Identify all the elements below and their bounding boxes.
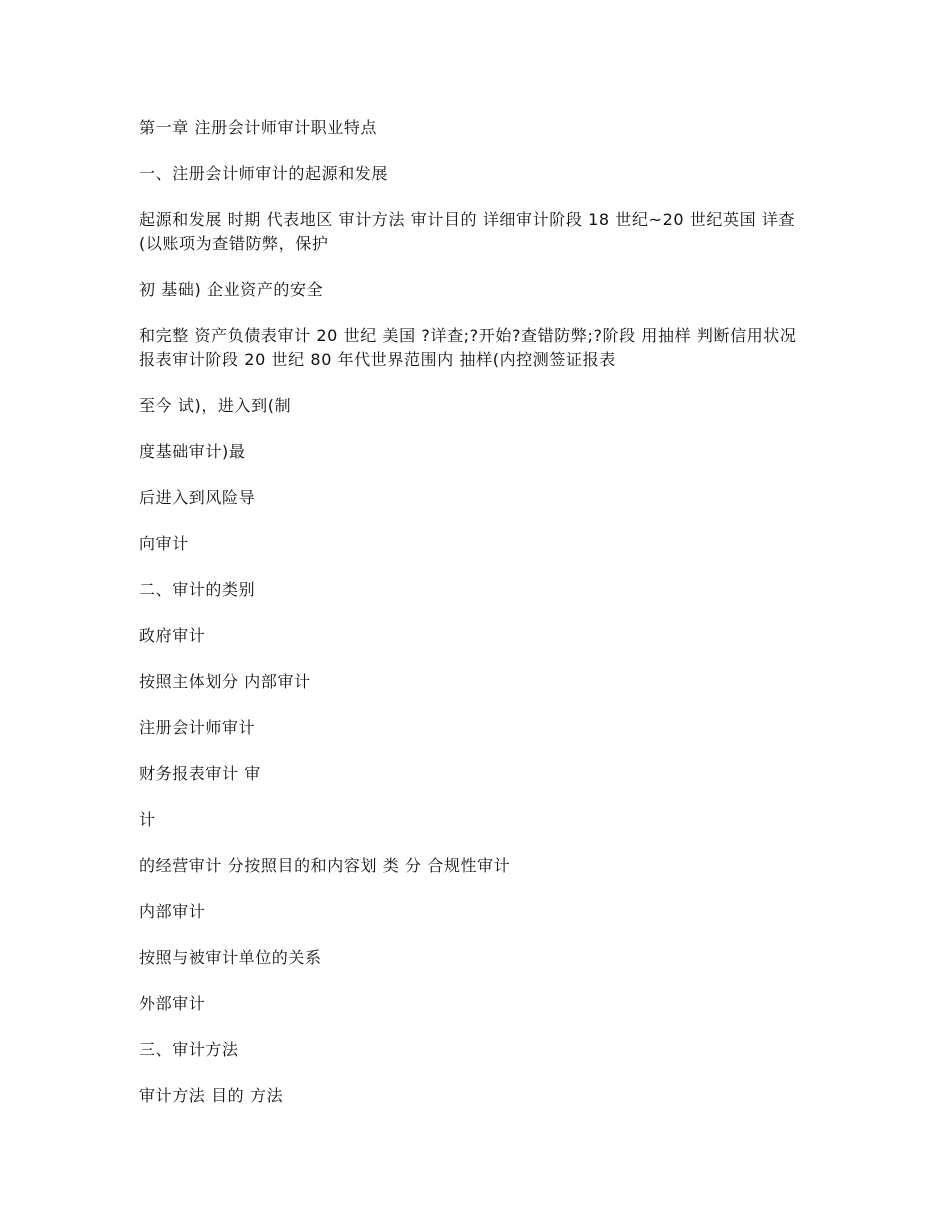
paragraph-line: 审计方法 目的 方法 xyxy=(139,1086,284,1105)
paragraph-line: 的经营审计 分按照目的和内容划 类 分 合规性审计 xyxy=(139,856,511,875)
document-body xyxy=(139,116,811,1130)
paragraph-line: 财务报表审计 审 xyxy=(139,764,261,783)
section-heading: 一、注册会计师审计的起源和发展 xyxy=(139,164,389,183)
paragraph-line: 按照与被审计单位的关系 xyxy=(139,948,322,967)
paragraph-line: 政府审计 xyxy=(139,626,206,645)
paragraph-line: 内部审计 xyxy=(139,902,206,921)
paragraph-line: 外部审计 xyxy=(139,994,206,1013)
chapter-title: 第一章 注册会计师审计职业特点 xyxy=(139,118,378,137)
section-heading: 二、审计的类别 xyxy=(139,580,256,599)
section-heading: 三、审计方法 xyxy=(139,1040,239,1059)
paragraph-line: 注册会计师审计 xyxy=(139,718,256,737)
paragraph-line: 向审计 xyxy=(139,534,189,553)
paragraph-line: 计 xyxy=(139,810,156,829)
paragraph-line: 按照主体划分 内部审计 xyxy=(139,672,311,691)
paragraph-line: 后进入到风险导 xyxy=(139,488,256,507)
paragraph-line: 和完整 资产负债表审计 20 世纪 美国 ?详查;?开始?查错防弊;?阶段 用抽样 判断信用状况 报表审计阶段 20 世纪 80 年代世界范围内 抽样(内控测签证报表 xyxy=(139,326,797,369)
paragraph-line: 至今 试)，进入到(制 xyxy=(139,396,292,415)
paragraph-line: 度基础审计)最 xyxy=(139,442,246,461)
paragraph-line: 起源和发展 时期 代表地区 审计方法 审计目的 详细审计阶段 18 世纪~20 世纪英国 详查(以账项为查错防弊，保护 xyxy=(139,210,796,253)
paragraph-line: 初 基础) 企业资产的安全 xyxy=(139,280,324,299)
